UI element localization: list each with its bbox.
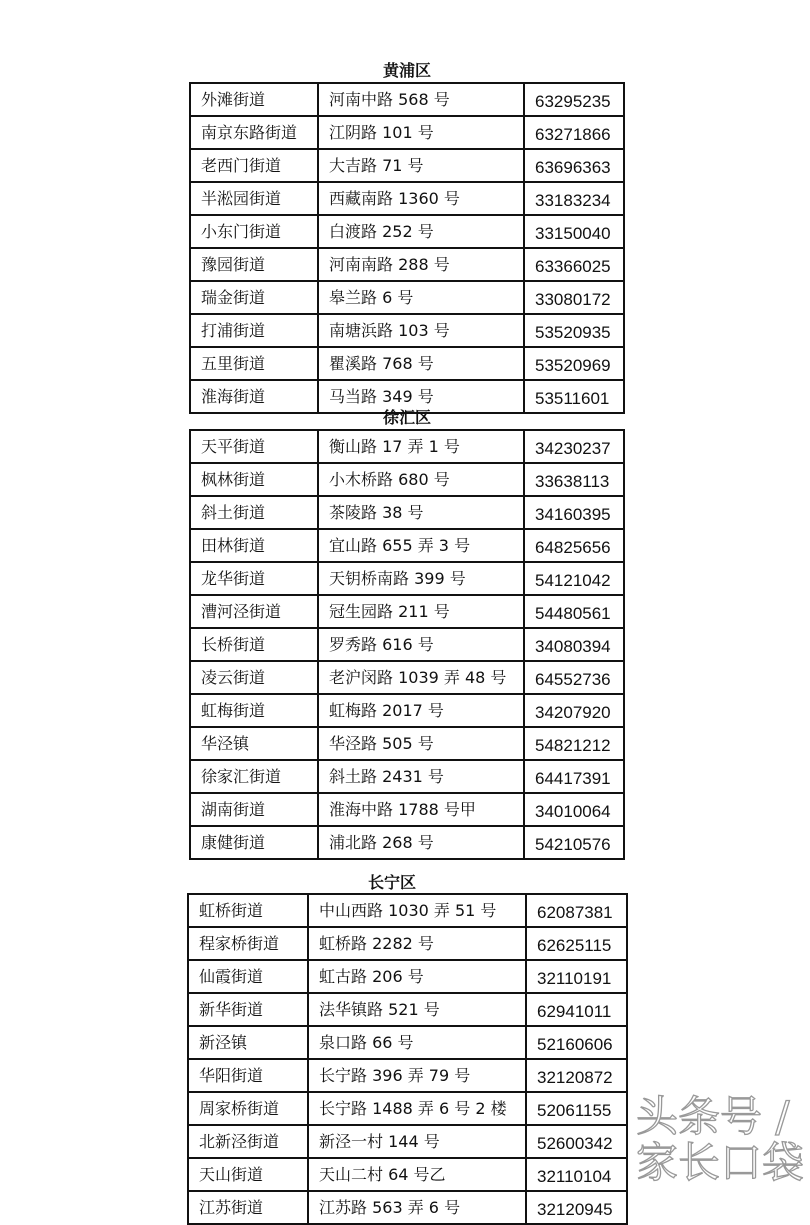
street-name: 长桥街道 [190, 628, 318, 661]
street-name: 五里街道 [190, 347, 318, 380]
street-name: 凌云街道 [190, 661, 318, 694]
street-name: 湖南街道 [190, 793, 318, 826]
street-name: 枫林街道 [190, 463, 318, 496]
table-row [190, 347, 624, 380]
street-name: 仙霞街道 [188, 960, 308, 993]
street-name: 周家桥街道 [188, 1092, 308, 1125]
phone: 54210576 [524, 826, 624, 859]
table-row [190, 314, 624, 347]
phone: 34080394 [524, 628, 624, 661]
table-row [190, 760, 624, 793]
address: 斜土路 2431 号 [318, 760, 524, 793]
address: 河南中路 568 号 [318, 83, 524, 116]
table-row [188, 993, 627, 1026]
address: 虹桥路 2282 号 [308, 927, 526, 960]
table-row [190, 694, 624, 727]
address: 宜山路 655 弄 3 号 [318, 529, 524, 562]
street-name: 斜土街道 [190, 496, 318, 529]
phone: 54121042 [524, 562, 624, 595]
table-row [190, 793, 624, 826]
phone: 34230237 [524, 430, 624, 463]
phone: 62087381 [526, 894, 627, 927]
phone: 32120872 [526, 1059, 627, 1092]
street-name: 龙华街道 [190, 562, 318, 595]
table-row [190, 83, 624, 116]
table-row [188, 1191, 627, 1224]
street-name: 天山街道 [188, 1158, 308, 1191]
address: 皋兰路 6 号 [318, 281, 524, 314]
street-name: 华泾镇 [190, 727, 318, 760]
phone: 63696363 [524, 149, 624, 182]
section-title-huangpu: 黄浦区 [382, 61, 431, 80]
address: 新泾一村 144 号 [308, 1125, 526, 1158]
phone: 33183234 [524, 182, 624, 215]
address: 瞿溪路 768 号 [318, 347, 524, 380]
street-name: 淮海街道 [190, 380, 318, 413]
phone: 34207920 [524, 694, 624, 727]
address: 老沪闵路 1039 弄 48 号 [318, 661, 524, 694]
street-name: 新华街道 [188, 993, 308, 1026]
table-row [190, 826, 624, 859]
table-row [190, 661, 624, 694]
phone: 34010064 [524, 793, 624, 826]
street-name: 老西门街道 [190, 149, 318, 182]
address: 马当路 349 号 [318, 380, 524, 413]
table-row [190, 248, 624, 281]
address: 中山西路 1030 弄 51 号 [308, 894, 526, 927]
street-name: 江苏街道 [188, 1191, 308, 1224]
phone: 34160395 [524, 496, 624, 529]
street-name: 南京东路街道 [190, 116, 318, 149]
table-row [188, 1092, 627, 1125]
address: 淮海中路 1788 号甲 [318, 793, 524, 826]
address: 长宁路 396 弄 79 号 [308, 1059, 526, 1092]
address: 天山二村 64 号乙 [308, 1158, 526, 1191]
table-row [190, 529, 624, 562]
address: 河南南路 288 号 [318, 248, 524, 281]
address: 小木桥路 680 号 [318, 463, 524, 496]
address: 长宁路 1488 弄 6 号 2 楼 [308, 1092, 526, 1125]
street-name: 虹梅街道 [190, 694, 318, 727]
section-title-xuhui: 徐汇区 [382, 408, 431, 427]
phone: 33080172 [524, 281, 624, 314]
address: 冠生园路 211 号 [318, 595, 524, 628]
table-row [190, 628, 624, 661]
phone: 62941011 [526, 993, 627, 1026]
table-row [188, 1158, 627, 1191]
table-row [188, 1059, 627, 1092]
address: 天钥桥南路 399 号 [318, 562, 524, 595]
address: 茶陵路 38 号 [318, 496, 524, 529]
street-name: 田林街道 [190, 529, 318, 562]
table-row [190, 116, 624, 149]
table-row [188, 1026, 627, 1059]
table-row [190, 430, 624, 463]
street-name: 瑞金街道 [190, 281, 318, 314]
phone: 63271866 [524, 116, 624, 149]
phone: 33150040 [524, 215, 624, 248]
street-name: 半淞园街道 [190, 182, 318, 215]
phone: 33638113 [524, 463, 624, 496]
phone: 52600342 [526, 1125, 627, 1158]
phone: 64825656 [524, 529, 624, 562]
street-name: 虹桥街道 [188, 894, 308, 927]
address: 大吉路 71 号 [318, 149, 524, 182]
street-name: 新泾镇 [188, 1026, 308, 1059]
watermark: 头条号 / 家长口袋 [636, 1092, 805, 1187]
address: 法华镇路 521 号 [308, 993, 526, 1026]
street-name: 程家桥街道 [188, 927, 308, 960]
table-row [188, 1125, 627, 1158]
street-name: 徐家汇街道 [190, 760, 318, 793]
street-name: 漕河泾街道 [190, 595, 318, 628]
section-title-changning: 长宁区 [367, 873, 416, 892]
address: 江苏路 563 弄 6 号 [308, 1191, 526, 1224]
table-row [190, 595, 624, 628]
phone: 62625115 [526, 927, 627, 960]
table-row [190, 182, 624, 215]
phone: 64552736 [524, 661, 624, 694]
street-name: 华阳街道 [188, 1059, 308, 1092]
phone: 63366025 [524, 248, 624, 281]
table-row [190, 215, 624, 248]
phone: 64417391 [524, 760, 624, 793]
phone: 32110191 [526, 960, 627, 993]
street-name: 北新泾街道 [188, 1125, 308, 1158]
address: 浦北路 268 号 [318, 826, 524, 859]
table-row [190, 149, 624, 182]
street-name: 天平街道 [190, 430, 318, 463]
phone: 53520969 [524, 347, 624, 380]
street-name: 外滩街道 [190, 83, 318, 116]
phone: 32110104 [526, 1158, 627, 1191]
table-row [188, 894, 627, 927]
phone: 53511601 [524, 380, 624, 413]
address: 泉口路 66 号 [308, 1026, 526, 1059]
street-name: 打浦街道 [190, 314, 318, 347]
address: 白渡路 252 号 [318, 215, 524, 248]
phone: 54480561 [524, 595, 624, 628]
changning-table [187, 893, 628, 1225]
table-row [190, 463, 624, 496]
phone: 63295235 [524, 83, 624, 116]
street-name: 小东门街道 [190, 215, 318, 248]
address: 西藏南路 1360 号 [318, 182, 524, 215]
table-row [190, 496, 624, 529]
address: 虹梅路 2017 号 [318, 694, 524, 727]
address: 衡山路 17 弄 1 号 [318, 430, 524, 463]
phone: 32120945 [526, 1191, 627, 1224]
street-name: 康健街道 [190, 826, 318, 859]
address: 华泾路 505 号 [318, 727, 524, 760]
xuhui-table [189, 429, 625, 860]
address: 虹古路 206 号 [308, 960, 526, 993]
table-row [190, 727, 624, 760]
phone: 52160606 [526, 1026, 627, 1059]
table-row [190, 562, 624, 595]
table-row [190, 281, 624, 314]
address: 罗秀路 616 号 [318, 628, 524, 661]
address: 南塘浜路 103 号 [318, 314, 524, 347]
address: 江阴路 101 号 [318, 116, 524, 149]
street-name: 豫园街道 [190, 248, 318, 281]
table-row [188, 927, 627, 960]
phone: 54821212 [524, 727, 624, 760]
phone: 52061155 [526, 1092, 627, 1125]
phone: 53520935 [524, 314, 624, 347]
table-row [188, 960, 627, 993]
huangpu-table [189, 82, 625, 414]
